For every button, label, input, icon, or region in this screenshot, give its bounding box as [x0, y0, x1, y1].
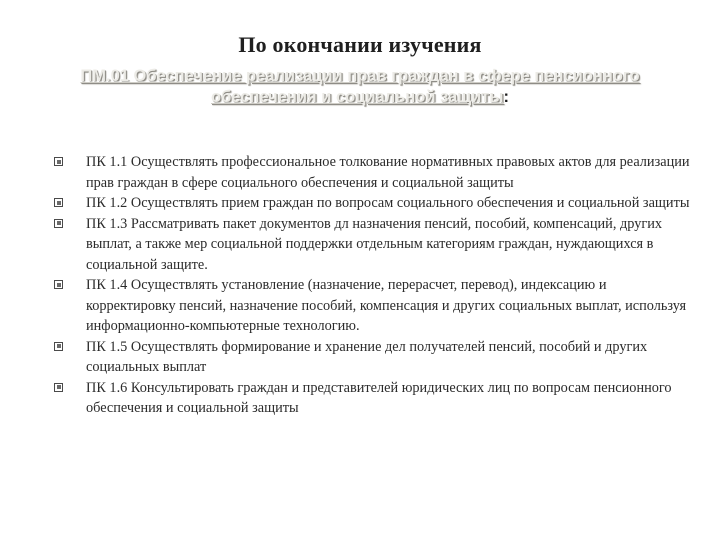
list-item	[54, 275, 694, 337]
module-subtitle	[80, 66, 640, 108]
list-item	[54, 193, 694, 214]
list-item-text: ПК 1.1 Осуществлять профессиональное толкование нормативных правовых актов для реализации прав граждан в сфере социального обеспечения и социальной защиты	[86, 154, 690, 191]
square-bullet-icon	[54, 383, 63, 392]
list-item	[54, 152, 694, 193]
list-item-text: ПК 1.2 Осуществлять прием граждан по вопросам социального обеспечения и социальной защиты	[86, 195, 690, 211]
square-bullet-icon	[54, 342, 63, 351]
list-item	[54, 337, 694, 378]
slide-title: По окончании изучения	[238, 32, 482, 57]
square-bullet-icon	[54, 157, 63, 166]
module-name: ПМ.01 Обеспечение реализации прав граждан в сфере пенсионного обеспечения и социальной защиты	[80, 67, 640, 106]
square-bullet-icon	[54, 219, 63, 228]
list-item-text: ПК 1.5 Осуществлять формирование и хранение дел получателей пенсий, пособий и других социальных выплат	[86, 338, 648, 375]
list-item-text: ПК 1.3 Рассматривать пакет документов дл назначения пенсий, пособий, компенсаций, других выплат, а также мер социальной поддержки отдельным категориям граждан, нуждающихся в социальной защите.	[86, 215, 663, 273]
list-item-text: ПК 1.4 Осуществлять установление (назначение, перерасчет, перевод), индексацию и корректировку пенсий, назначение пособий, компенсация и других социальных выплат, используя информационно-компьютерные технологию.	[86, 277, 687, 334]
list-item-text: ПК 1.6 Консультировать граждан и представителей юридических лиц по вопросам пенсионного обеспечения и социальной защиты	[86, 379, 672, 416]
list-item	[54, 214, 694, 276]
competency-list	[54, 152, 694, 419]
square-bullet-icon	[54, 280, 63, 289]
list-item	[54, 378, 694, 419]
square-bullet-icon	[54, 198, 63, 207]
subtitle-colon: :	[503, 88, 509, 106]
